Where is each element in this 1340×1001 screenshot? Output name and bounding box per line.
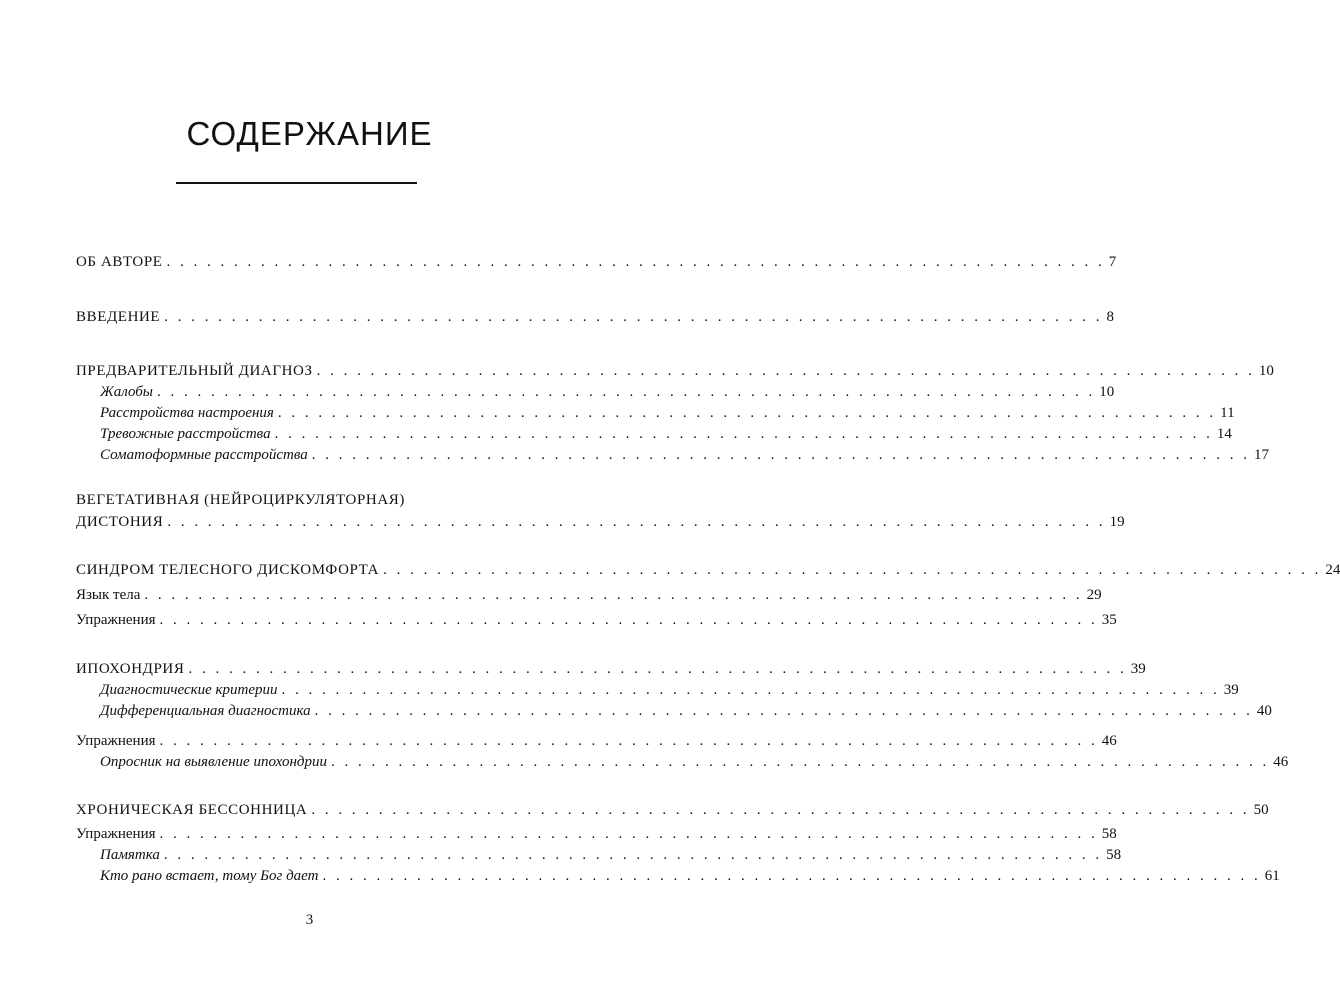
toc-leader-dots: . . . . . . . . . . . . . . . . . . . . . . . . . . . . . . . . . . . . . . . . . . . . . . . . . . . . . . . . . . . . . . . . . . . . . . <box>164 309 1103 325</box>
toc-entry-intro[interactable] <box>76 307 1114 327</box>
toc-page-number: 61 <box>1264 868 1280 884</box>
toc-entry-memo[interactable] <box>100 845 1122 865</box>
toc-page-number: 29 <box>1086 587 1102 603</box>
toc-page-number: 7 <box>1108 254 1117 270</box>
toc-leader-dots: . . . . . . . . . . . . . . . . . . . . . . . . . . . . . . . . . . . . . . . . . . . . . . . . . . . . . . . . . . . . . . . . . . . . . . <box>316 363 1255 379</box>
toc-page-number: 8 <box>1106 309 1114 325</box>
toc-leader-dots: . . . . . . . . . . . . . . . . . . . . . . . . . . . . . . . . . . . . . . . . . . . . . . . . . . . . . . . . . . . . . . . . . . . . . . <box>330 754 1270 770</box>
toc-entry-label: Опросник на выявление ипохондрии <box>100 754 327 770</box>
toc-page-number: 19 <box>1109 514 1125 530</box>
toc-page-number: 40 <box>1256 703 1272 719</box>
toc-entry-label: ДИСТОНИЯ <box>76 514 164 530</box>
toc-leader-dots: . . . . . . . . . . . . . . . . . . . . . . . . . . . . . . . . . . . . . . . . . . . . . . . . . . . . . . . . . . . . . . . . . . . . . . <box>281 682 1220 698</box>
toc-page-number: 10 <box>1099 384 1115 400</box>
toc-leader-dots: . . . . . . . . . . . . . . . . . . . . . . . . . . . . . . . . . . . . . . . . . . . . . . . . . . . . . . . . . . . . . . . . . . . . . . <box>166 254 1105 270</box>
toc-page-number: 17 <box>1254 447 1270 463</box>
toc-leader-dots: . . . . . . . . . . . . . . . . . . . . . . . . . . . . . . . . . . . . . . . . . . . . . . . . . . . . . . . . . . . . . . . . . . . . . . <box>188 661 1127 677</box>
toc-entry-label: Язык тела <box>76 587 141 603</box>
toc-entry-somatoform[interactable] <box>100 445 1270 465</box>
page-number: 3 <box>305 912 314 928</box>
toc-entry-body-language[interactable] <box>76 585 1102 605</box>
toc-entry-label: Дифференциальная диагностика <box>100 703 311 719</box>
toc-entry-vegetative[interactable] <box>76 512 1125 532</box>
toc-entry-hypochondria[interactable] <box>76 659 1146 679</box>
toc-leader-dots: . . . . . . . . . . . . . . . . . . . . . . . . . . . . . . . . . . . . . . . . . . . . . . . . . . . . . . . . . . . . . . . . . . . . . . <box>383 562 1322 578</box>
toc-entry-body-discomfort[interactable] <box>76 560 1340 580</box>
toc-entry-label: ИПОХОНДРИЯ <box>76 661 185 677</box>
toc-entry-label: ПРЕДВАРИТЕЛЬНЫЙ ДИАГНОЗ <box>76 363 313 379</box>
toc-leader-dots: . . . . . . . . . . . . . . . . . . . . . . . . . . . . . . . . . . . . . . . . . . . . . . . . . . . . . . . . . . . . . . . . . . . . . . <box>322 868 1261 884</box>
toc-entry-differential[interactable] <box>100 701 1272 721</box>
toc-leader-dots: . . . . . . . . . . . . . . . . . . . . . . . . . . . . . . . . . . . . . . . . . . . . . . . . . . . . . . . . . . . . . . . . . . . . . . <box>274 426 1213 442</box>
toc-page-number: 58 <box>1101 826 1117 842</box>
toc-leader-dots: . . . . . . . . . . . . . . . . . . . . . . . . . . . . . . . . . . . . . . . . . . . . . . . . . . . . . . . . . . . . . . . . . . . . . . <box>311 802 1250 818</box>
toc-entry-label: СИНДРОМ ТЕЛЕСНОГО ДИСКОМФОРТА <box>76 562 380 578</box>
toc-entry-mood[interactable] <box>100 403 1235 423</box>
toc-leader-dots: . . . . . . . . . . . . . . . . . . . . . . . . . . . . . . . . . . . . . . . . . . . . . . . . . . . . . . . . . . . . . . . . . . . . . . <box>163 847 1103 863</box>
toc-entry-label: Упражнения <box>76 733 156 749</box>
toc-page-number: 46 <box>1273 754 1289 770</box>
toc-entry-exercises-2[interactable] <box>76 731 1117 751</box>
toc-entry-label: Диагностические критерии <box>100 682 278 698</box>
toc-entry-label: Кто рано встает, тому Бог дает <box>100 868 319 884</box>
toc-leader-dots: . . . . . . . . . . . . . . . . . . . . . . . . . . . . . . . . . . . . . . . . . . . . . . . . . . . . . . . . . . . . . . . . . . . . . . <box>167 514 1106 530</box>
toc-entry-early-riser[interactable] <box>100 866 1280 886</box>
toc-page-number: 24 <box>1325 562 1340 578</box>
toc-leader-dots: . . . . . . . . . . . . . . . . . . . . . . . . . . . . . . . . . . . . . . . . . . . . . . . . . . . . . . . . . . . . . . . . . . . . . . <box>159 733 1098 749</box>
toc-leader-dots: . . . . . . . . . . . . . . . . . . . . . . . . . . . . . . . . . . . . . . . . . . . . . . . . . . . . . . . . . . . . . . . . . . . . . . <box>311 447 1251 463</box>
toc-leader-dots: . . . . . . . . . . . . . . . . . . . . . . . . . . . . . . . . . . . . . . . . . . . . . . . . . . . . . . . . . . . . . . . . . . . . . . <box>144 587 1083 603</box>
toc-entry-label: Упражнения <box>76 826 156 842</box>
toc-entry-label: Соматоформные расстройства <box>100 447 308 463</box>
toc-entry-label: ХРОНИЧЕСКАЯ БЕССОННИЦА <box>76 802 308 818</box>
toc-entry-label: ОБ АВТОРЕ <box>76 254 163 270</box>
page-title: СОДЕРЖАНИЕ <box>186 115 433 152</box>
toc-page-number: 14 <box>1216 426 1232 442</box>
toc-leader-dots: . . . . . . . . . . . . . . . . . . . . . . . . . . . . . . . . . . . . . . . . . . . . . . . . . . . . . . . . . . . . . . . . . . . . . . <box>159 612 1098 628</box>
toc-entry-label: Расстройства настроения <box>100 405 274 421</box>
toc-entry-exercises-1[interactable] <box>76 610 1117 630</box>
toc-leader-dots: . . . . . . . . . . . . . . . . . . . . . . . . . . . . . . . . . . . . . . . . . . . . . . . . . . . . . . . . . . . . . . . . . . . . . . <box>277 405 1217 421</box>
toc-entry-label: Жалобы <box>100 384 153 400</box>
title-underline <box>176 182 417 184</box>
toc-entry-vegetative-line1[interactable]: ВЕГЕТАТИВНАЯ (НЕЙРОЦИРКУЛЯТОРНАЯ) <box>76 492 405 508</box>
toc-entry-complaints[interactable] <box>100 382 1115 402</box>
toc-page-number: 39 <box>1130 661 1146 677</box>
toc-entry-anxiety[interactable] <box>100 424 1232 444</box>
toc-entry-label: Памятка <box>100 847 160 863</box>
toc-entry-insomnia[interactable] <box>76 800 1269 820</box>
toc-entry-label: Упражнения <box>76 612 156 628</box>
toc-entry-about[interactable] <box>76 252 1117 272</box>
toc-page-number: 35 <box>1101 612 1117 628</box>
toc-page-number: 50 <box>1253 802 1269 818</box>
toc-entry-label: ВВЕДЕНИЕ <box>76 309 161 325</box>
toc-leader-dots: . . . . . . . . . . . . . . . . . . . . . . . . . . . . . . . . . . . . . . . . . . . . . . . . . . . . . . . . . . . . . . . . . . . . . . <box>159 826 1098 842</box>
toc-entry-prelim[interactable] <box>76 361 1274 381</box>
toc-page-number: 58 <box>1106 847 1122 863</box>
toc-leader-dots: . . . . . . . . . . . . . . . . . . . . . . . . . . . . . . . . . . . . . . . . . . . . . . . . . . . . . . . . . . . . . . . . . . . . . . <box>156 384 1096 400</box>
toc-entry-label: Тревожные расстройства <box>100 426 271 442</box>
toc-entry-questionnaire[interactable] <box>100 752 1289 772</box>
toc-page-number: 11 <box>1220 405 1235 421</box>
toc-entry-exercises-3[interactable] <box>76 824 1117 844</box>
toc-leader-dots: . . . . . . . . . . . . . . . . . . . . . . . . . . . . . . . . . . . . . . . . . . . . . . . . . . . . . . . . . . . . . . . . . . . . . . <box>314 703 1253 719</box>
toc-entry-criteria[interactable] <box>100 680 1239 700</box>
toc-page-number: 10 <box>1258 363 1274 379</box>
toc-page-number: 46 <box>1101 733 1117 749</box>
toc-page-number: 39 <box>1223 682 1239 698</box>
